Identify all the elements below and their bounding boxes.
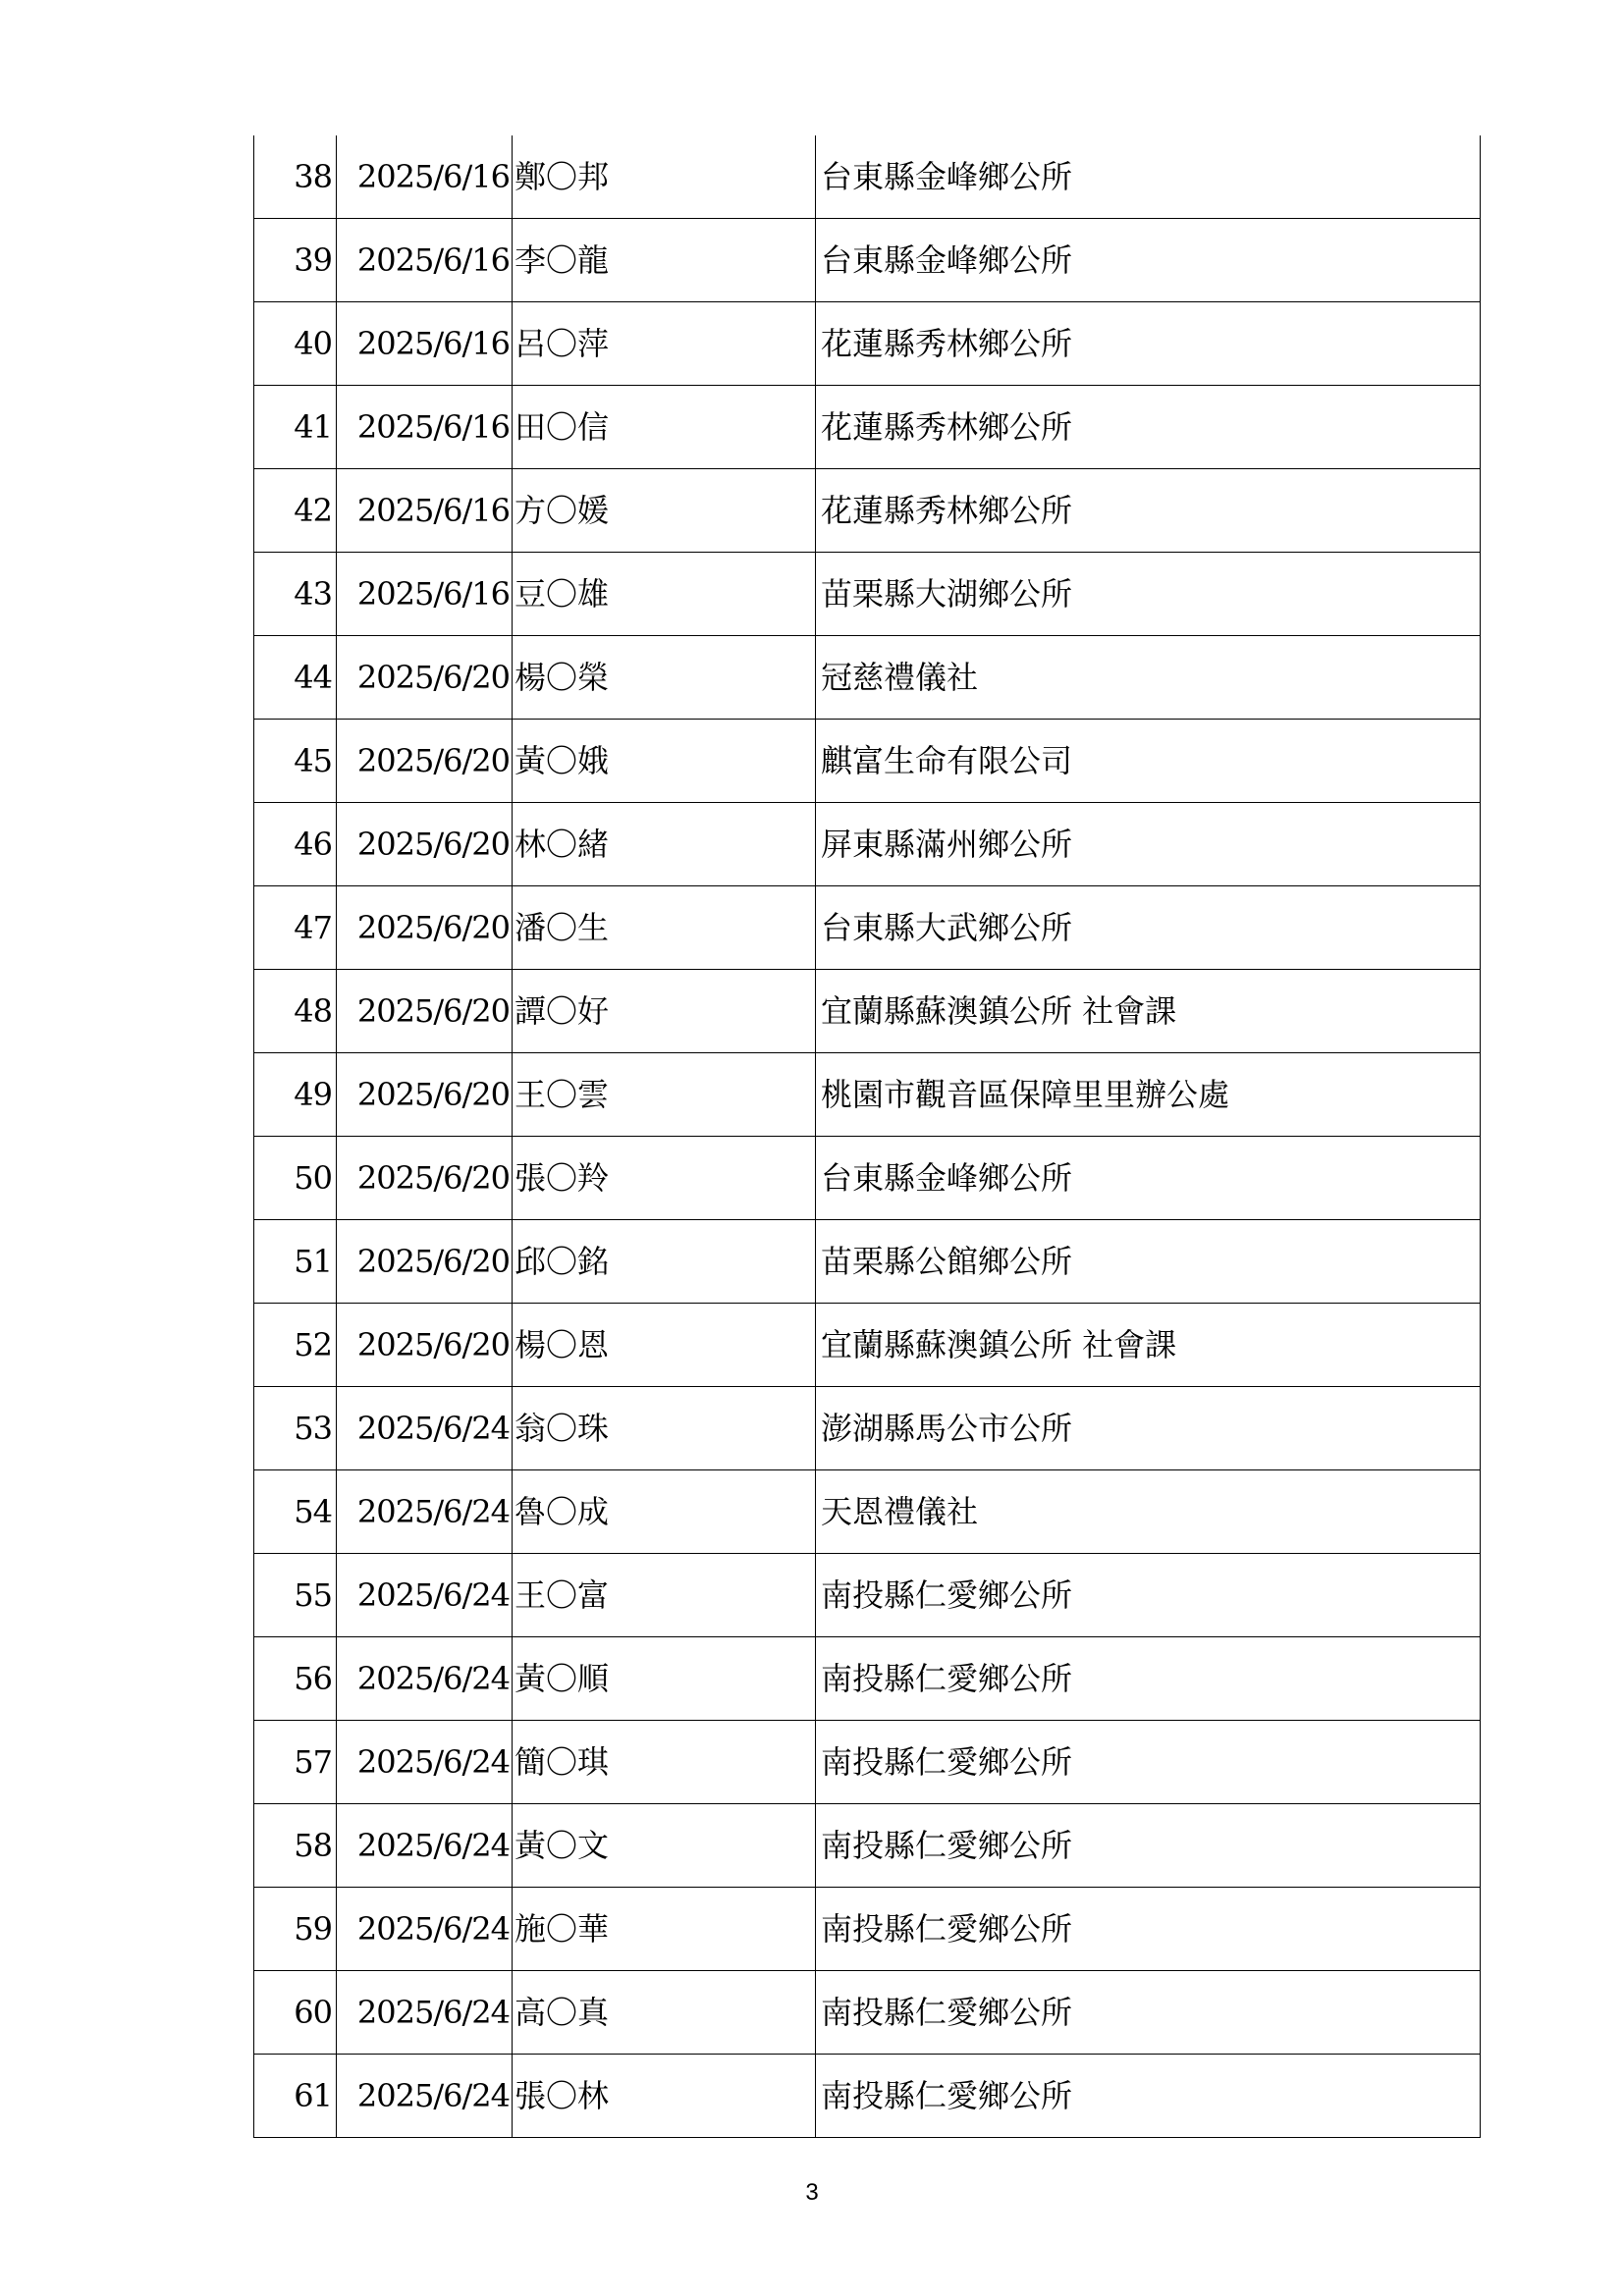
organization-cell: 宜蘭縣蘇澳鎮公所 社會課 — [816, 1304, 1481, 1387]
row-number-cell: 46 — [254, 803, 337, 886]
records-table-body — [254, 135, 1481, 2138]
date-cell: 2025/6/24 — [337, 2055, 513, 2138]
row-number-cell: 38 — [254, 135, 337, 219]
date-cell: 2025/6/20 — [337, 1304, 513, 1387]
name-cell: 邱〇銘 — [513, 1220, 816, 1304]
row-number-cell: 49 — [254, 1053, 337, 1137]
organization-cell: 南投縣仁愛鄉公所 — [816, 1554, 1481, 1637]
date-cell: 2025/6/24 — [337, 1804, 513, 1888]
row-number-cell: 40 — [254, 302, 337, 386]
name-cell: 林〇緒 — [513, 803, 816, 886]
organization-cell: 南投縣仁愛鄉公所 — [816, 2055, 1481, 2138]
row-number-cell: 47 — [254, 886, 337, 970]
table-row — [254, 636, 1481, 720]
organization-cell: 苗栗縣公館鄉公所 — [816, 1220, 1481, 1304]
row-number-cell: 51 — [254, 1220, 337, 1304]
name-cell: 王〇富 — [513, 1554, 816, 1637]
organization-cell: 宜蘭縣蘇澳鎮公所 社會課 — [816, 970, 1481, 1053]
table-row — [254, 886, 1481, 970]
row-number-cell: 50 — [254, 1137, 337, 1220]
date-cell: 2025/6/24 — [337, 1470, 513, 1554]
name-cell: 王〇雲 — [513, 1053, 816, 1137]
table-row — [254, 1637, 1481, 1721]
date-cell: 2025/6/24 — [337, 1971, 513, 2055]
name-cell: 張〇羚 — [513, 1137, 816, 1220]
row-number-cell: 60 — [254, 1971, 337, 2055]
name-cell: 鄭〇邦 — [513, 135, 816, 219]
date-cell: 2025/6/16 — [337, 553, 513, 636]
name-cell: 翁〇珠 — [513, 1387, 816, 1470]
records-table — [253, 135, 1481, 2138]
date-cell: 2025/6/16 — [337, 302, 513, 386]
organization-cell: 麒富生命有限公司 — [816, 720, 1481, 803]
name-cell: 黃〇順 — [513, 1637, 816, 1721]
row-number-cell: 53 — [254, 1387, 337, 1470]
date-cell: 2025/6/16 — [337, 469, 513, 553]
name-cell: 譚〇好 — [513, 970, 816, 1053]
name-cell: 楊〇榮 — [513, 636, 816, 720]
row-number-cell: 57 — [254, 1721, 337, 1804]
organization-cell: 屏東縣滿州鄉公所 — [816, 803, 1481, 886]
name-cell: 簡〇琪 — [513, 1721, 816, 1804]
date-cell: 2025/6/20 — [337, 1053, 513, 1137]
organization-cell: 花蓮縣秀林鄉公所 — [816, 302, 1481, 386]
table-row — [254, 970, 1481, 1053]
date-cell: 2025/6/24 — [337, 1387, 513, 1470]
date-cell: 2025/6/20 — [337, 720, 513, 803]
table-row — [254, 1721, 1481, 1804]
name-cell: 潘〇生 — [513, 886, 816, 970]
name-cell: 楊〇恩 — [513, 1304, 816, 1387]
table-row — [254, 386, 1481, 469]
table-row — [254, 553, 1481, 636]
organization-cell: 花蓮縣秀林鄉公所 — [816, 386, 1481, 469]
table-row — [254, 1387, 1481, 1470]
name-cell: 豆〇雄 — [513, 553, 816, 636]
table-row — [254, 1053, 1481, 1137]
table-row — [254, 219, 1481, 302]
row-number-cell: 41 — [254, 386, 337, 469]
table-row — [254, 803, 1481, 886]
row-number-cell: 44 — [254, 636, 337, 720]
organization-cell: 天恩禮儀社 — [816, 1470, 1481, 1554]
date-cell: 2025/6/16 — [337, 219, 513, 302]
date-cell: 2025/6/20 — [337, 1137, 513, 1220]
row-number-cell: 56 — [254, 1637, 337, 1721]
name-cell: 方〇媛 — [513, 469, 816, 553]
organization-cell: 南投縣仁愛鄉公所 — [816, 1804, 1481, 1888]
organization-cell: 桃園市觀音區保障里里辦公處 — [816, 1053, 1481, 1137]
row-number-cell: 58 — [254, 1804, 337, 1888]
table-row — [254, 1137, 1481, 1220]
date-cell: 2025/6/16 — [337, 386, 513, 469]
date-cell: 2025/6/24 — [337, 1888, 513, 1971]
table-row — [254, 2055, 1481, 2138]
row-number-cell: 61 — [254, 2055, 337, 2138]
date-cell: 2025/6/16 — [337, 135, 513, 219]
table-row — [254, 135, 1481, 219]
row-number-cell: 42 — [254, 469, 337, 553]
table-row — [254, 1470, 1481, 1554]
date-cell: 2025/6/20 — [337, 970, 513, 1053]
name-cell: 魯〇成 — [513, 1470, 816, 1554]
organization-cell: 台東縣金峰鄉公所 — [816, 219, 1481, 302]
organization-cell: 台東縣金峰鄉公所 — [816, 1137, 1481, 1220]
date-cell: 2025/6/20 — [337, 1220, 513, 1304]
organization-cell: 澎湖縣馬公市公所 — [816, 1387, 1481, 1470]
organization-cell: 南投縣仁愛鄉公所 — [816, 1721, 1481, 1804]
organization-cell: 台東縣金峰鄉公所 — [816, 135, 1481, 219]
page-number: 3 — [805, 2179, 819, 2206]
table-row — [254, 1971, 1481, 2055]
name-cell: 李〇龍 — [513, 219, 816, 302]
row-number-cell: 48 — [254, 970, 337, 1053]
organization-cell: 冠慈禮儀社 — [816, 636, 1481, 720]
table-row — [254, 1554, 1481, 1637]
name-cell: 黃〇娥 — [513, 720, 816, 803]
table-row — [254, 1888, 1481, 1971]
row-number-cell: 54 — [254, 1470, 337, 1554]
table-row — [254, 1220, 1481, 1304]
date-cell: 2025/6/24 — [337, 1554, 513, 1637]
name-cell: 呂〇萍 — [513, 302, 816, 386]
name-cell: 田〇信 — [513, 386, 816, 469]
row-number-cell: 43 — [254, 553, 337, 636]
organization-cell: 台東縣大武鄉公所 — [816, 886, 1481, 970]
table-row — [254, 720, 1481, 803]
date-cell: 2025/6/24 — [337, 1637, 513, 1721]
row-number-cell: 45 — [254, 720, 337, 803]
organization-cell: 南投縣仁愛鄉公所 — [816, 1637, 1481, 1721]
row-number-cell: 52 — [254, 1304, 337, 1387]
date-cell: 2025/6/20 — [337, 803, 513, 886]
name-cell: 黃〇文 — [513, 1804, 816, 1888]
organization-cell: 苗栗縣大湖鄉公所 — [816, 553, 1481, 636]
organization-cell: 南投縣仁愛鄉公所 — [816, 1888, 1481, 1971]
organization-cell: 花蓮縣秀林鄉公所 — [816, 469, 1481, 553]
date-cell: 2025/6/20 — [337, 886, 513, 970]
row-number-cell: 55 — [254, 1554, 337, 1637]
table-row — [254, 302, 1481, 386]
date-cell: 2025/6/24 — [337, 1721, 513, 1804]
table-row — [254, 1804, 1481, 1888]
name-cell: 高〇真 — [513, 1971, 816, 2055]
row-number-cell: 39 — [254, 219, 337, 302]
organization-cell: 南投縣仁愛鄉公所 — [816, 1971, 1481, 2055]
row-number-cell: 59 — [254, 1888, 337, 1971]
date-cell: 2025/6/20 — [337, 636, 513, 720]
table-row — [254, 469, 1481, 553]
name-cell: 施〇華 — [513, 1888, 816, 1971]
table-row — [254, 1304, 1481, 1387]
name-cell: 張〇林 — [513, 2055, 816, 2138]
